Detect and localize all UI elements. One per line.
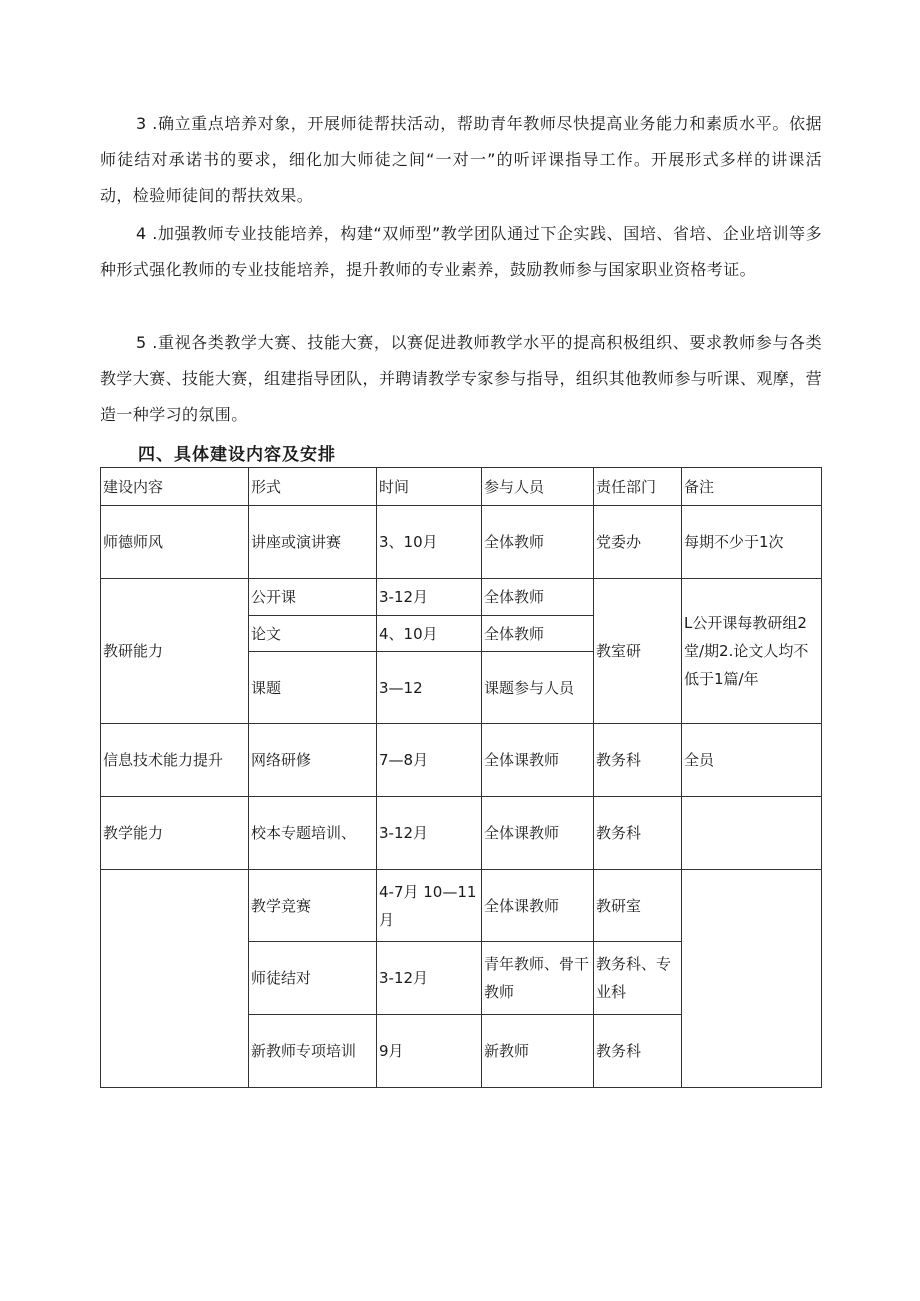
table-cell: 全体课教师 xyxy=(482,870,594,942)
table-cell xyxy=(101,870,249,1088)
table-cell: 3、10月 xyxy=(377,506,482,579)
table-cell: 4-7月 10—11月 xyxy=(377,870,482,942)
table-cell: 讲座或演讲赛 xyxy=(249,506,377,579)
table-cell: 青年教师、骨干教师 xyxy=(482,942,594,1015)
table-header-row xyxy=(101,468,822,506)
table-cell: 3-12月 xyxy=(377,579,482,616)
table-cell: L公开课每教研组2堂/期2.论文人均不低于1篇/年 xyxy=(682,579,822,724)
paragraph-5: 5 .重视各类教学大赛、技能大赛，以赛促进教师教学水平的提高积极组织、要求教师参与各类教学大赛、技能大赛，组建指导团队，并聘请教学专家参与指导，组织其他教师参与听课、观摩，营造一种学习的氛围。 xyxy=(100,333,822,424)
table-cell: 9月 xyxy=(377,1015,482,1088)
table-cell: 师德师风 xyxy=(101,506,249,579)
table-cell: 师徒结对 xyxy=(249,942,377,1015)
table-cell: 网络研修 xyxy=(249,724,377,797)
table-cell: 新教师专项培训 xyxy=(249,1015,377,1088)
table-cell xyxy=(682,797,822,870)
header-cell: 形式 xyxy=(249,468,377,506)
table-cell: 全员 xyxy=(682,724,822,797)
table-cell: 信息技术能力提升 xyxy=(101,724,249,797)
paragraph-3: 3 .确立重点培养对象，开展师徒帮扶活动，帮助青年教师尽快提高业务能力和素质水平。依据师徒结对承诺书的要求，细化加大师徒之间“一对一”的听评课指导工作。开展形式多样的讲课活动，检验师徒间的帮扶效果。 xyxy=(100,114,822,205)
table-row xyxy=(101,724,822,797)
table-cell: 全体课教师 xyxy=(482,724,594,797)
header-cell: 责任部门 xyxy=(594,468,682,506)
construction-plan-table xyxy=(100,467,822,1088)
header-cell: 参与人员 xyxy=(482,468,594,506)
table-cell: 校本专题培训、 xyxy=(249,797,377,870)
table-cell: 全体教师 xyxy=(482,616,594,652)
table-cell: 3-12月 xyxy=(377,797,482,870)
header-cell: 备注 xyxy=(682,468,822,506)
table-cell: 教务科、专业科 xyxy=(594,942,682,1015)
table-cell: 每期不少于1次 xyxy=(682,506,822,579)
table-cell: 4、10月 xyxy=(377,616,482,652)
paragraph-4: 4 .加强教师专业技能培养，构建“双师型”教学团队通过下企实践、国培、省培、企业培训等多种形式强化教师的专业技能培养，提升教师的专业素养，鼓励教师参与国家职业资格考证。 xyxy=(100,224,822,279)
section-heading: 四、具体建设内容及安排 xyxy=(138,445,336,465)
table-cell: 论文 xyxy=(249,616,377,652)
table-row xyxy=(101,579,822,616)
table-cell: 教务科 xyxy=(594,724,682,797)
table-cell: 全体教师 xyxy=(482,579,594,616)
table-row xyxy=(101,797,822,870)
header-cell: 建设内容 xyxy=(101,468,249,506)
table-row xyxy=(101,870,822,942)
table-cell: 党委办 xyxy=(594,506,682,579)
table-cell: 教务科 xyxy=(594,1015,682,1088)
table-cell: 教学能力 xyxy=(101,797,249,870)
table-cell: 3—12 xyxy=(377,652,482,724)
header-cell: 时间 xyxy=(377,468,482,506)
table-cell: 教研能力 xyxy=(101,579,249,724)
table-cell: 教学竞赛 xyxy=(249,870,377,942)
table-cell xyxy=(682,870,822,1088)
table-cell: 教室研 xyxy=(594,579,682,724)
table-cell: 教务科 xyxy=(594,797,682,870)
table-cell: 7—8月 xyxy=(377,724,482,797)
table-row xyxy=(101,506,822,579)
table-cell: 公开课 xyxy=(249,579,377,616)
table-cell: 3-12月 xyxy=(377,942,482,1015)
table-cell: 全体课教师 xyxy=(482,797,594,870)
table-cell: 课题 xyxy=(249,652,377,724)
table-cell: 新教师 xyxy=(482,1015,594,1088)
table-cell: 全体教师 xyxy=(482,506,594,579)
table-cell: 教研室 xyxy=(594,870,682,942)
table-cell: 课题参与人员 xyxy=(482,652,594,724)
